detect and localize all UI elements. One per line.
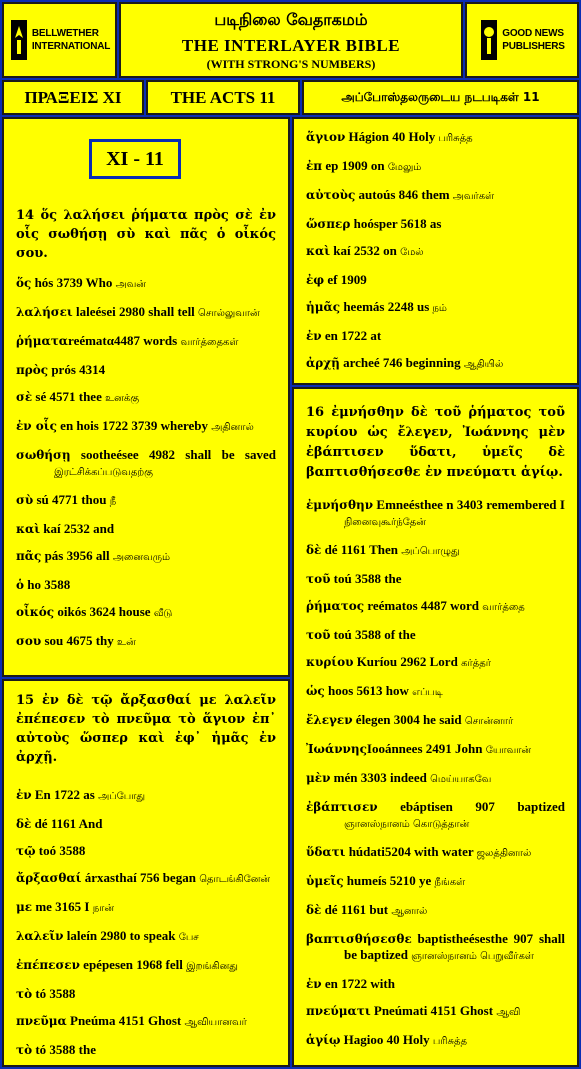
book-greek [2, 80, 144, 115]
transliteration-strong-gloss: en hois 1722 3739 whereby [56, 418, 212, 433]
transliteration-strong-gloss: toú 3588 of the [330, 627, 416, 642]
greek-word: τὸ [16, 987, 33, 1001]
greek-word: ἐν οἷς [16, 419, 57, 433]
transliteration-strong-gloss: epépesen 1968 fell [79, 957, 187, 972]
word-entry [306, 654, 565, 672]
transliteration-strong-gloss: sé 4571 thee [32, 389, 106, 404]
word-entry [16, 957, 276, 975]
title-box [119, 2, 463, 78]
greek-word: ἡμᾶς [306, 300, 341, 314]
transliteration-strong-gloss: me 3165 I [32, 899, 93, 914]
greek-word: ῥήματα [16, 334, 69, 348]
transliteration-strong-gloss: toó 3588 [35, 843, 86, 858]
greek-word: ὥσπερ [306, 217, 351, 231]
title-tamil: படிநிலை வேதாகமம் [214, 10, 368, 29]
transliteration-strong-gloss: ebáptisen 907 baptized [377, 799, 565, 814]
tamil-gloss: ஆவி [496, 1007, 521, 1018]
verse-14-text: 14 ὅς λαλήσει ῥήματα πρὸς σὲ ἐν οἷς σωθήσῃ σὺ καὶ πᾶς ὁ οἶκός σου. [16, 208, 276, 261]
word-entry [306, 1032, 565, 1050]
bellwether-logo [9, 18, 110, 62]
transliteration-strong-gloss: autoús 846 them [355, 187, 453, 202]
tamil-gloss: வீடு [153, 608, 173, 619]
transliteration-strong-gloss: heemás 2248 us [340, 299, 433, 314]
tamil-gloss: அப்போது [98, 791, 146, 802]
transliteration-strong-gloss: dé 1161 but [321, 902, 392, 917]
word-entry [306, 770, 565, 788]
left-logo-box [2, 2, 117, 78]
greek-word: σὲ [16, 390, 33, 404]
good-news-emblem-icon [479, 18, 499, 62]
greek-word: πνεύματι [306, 1004, 371, 1018]
greek-word: ἔλεγεν [306, 713, 353, 727]
word-entry [306, 627, 565, 643]
tamil-gloss: மேல் [400, 247, 424, 258]
word-entry [306, 683, 565, 701]
tamil-gloss: ஞானஸ்நானம் பெறுவீர்கள் [411, 951, 534, 962]
greek-word: δὲ [306, 903, 322, 917]
word-entry [306, 931, 565, 965]
greek-word: σου [16, 634, 42, 648]
verse-15-text: 15 ἐν δὲ τῷ ἄρξασθαί με λαλεῖν ἐπέπεσεν τὸ πνεῦμα τὸ ἅγιον ἐπ᾽ αὐτοὺς ὥσπερ καὶ ἐφ᾽ ἡμᾶς ἐν ἀρχῇ. [16, 693, 276, 765]
word-entry [16, 1042, 276, 1058]
greek-word: τοῦ [306, 628, 331, 642]
tamil-gloss: அவன் [115, 279, 146, 290]
greek-word: σὺ [16, 493, 34, 507]
tamil-gloss: சொல்லுவான் [198, 308, 260, 319]
verse-14-word-list [16, 275, 276, 651]
word-entry [16, 362, 276, 378]
greek-word: οἶκός [16, 605, 55, 619]
tamil-gloss: நினைவுகூர்ந்தேன் [344, 517, 426, 528]
chapter-label: XI - 11 [89, 139, 181, 179]
word-entry [16, 333, 276, 351]
greek-word: ἐπ [306, 159, 323, 173]
transliteration-strong-gloss: tó 3588 [32, 986, 76, 1001]
tamil-gloss: சொன்னார் [464, 716, 514, 727]
word-entry [16, 389, 276, 407]
transliteration-strong-gloss: kaí 2532 and [40, 521, 115, 536]
word-entry [306, 187, 565, 205]
word-entry [16, 521, 276, 537]
tamil-gloss: வார்த்தைகள் [180, 337, 239, 348]
transliteration-strong-gloss: élegen 3004 he said [352, 712, 465, 727]
greek-word: ἐν [306, 329, 322, 343]
word-entry [306, 272, 565, 288]
greek-word: αὐτοὺς [306, 188, 356, 202]
greek-word: ἐμνήσθην [306, 498, 374, 512]
greek-word: ἐφ [306, 273, 325, 287]
transliteration-strong-gloss: humeís 5210 ye [343, 873, 435, 888]
logo-line-2: PUBLISHERS [502, 41, 565, 52]
greek-word: ὁ [16, 578, 25, 592]
transliteration-strong-gloss: húdati5204 with water [345, 844, 477, 859]
transliteration-strong-gloss: sou 4675 thy [41, 633, 118, 648]
bellwether-emblem-icon [9, 18, 29, 62]
greek-word: ὡς [306, 684, 325, 698]
tamil-gloss: பேச [178, 932, 199, 943]
greek-word: κυρίου [306, 655, 354, 669]
transliteration-strong-gloss: Emneésthee n 3403 remembered I [373, 497, 565, 512]
word-entry [16, 928, 276, 946]
word-entry [306, 542, 565, 560]
word-entry [306, 712, 565, 730]
logo-line-1: GOOD NEWS [502, 28, 564, 39]
greek-word: ἐπέπεσεν [16, 958, 80, 972]
tamil-gloss: அனைவரும் [112, 552, 171, 563]
transliteration-strong-gloss: Iooánnees 2491 John [366, 741, 486, 756]
word-entry [306, 844, 565, 862]
logo-line-1: BELLWETHER [31, 28, 99, 39]
tamil-gloss: பரிசுத்த [438, 133, 473, 144]
transliteration-strong-gloss: oikós 3624 house [54, 604, 154, 619]
transliteration-strong-gloss: sootheésee 4982 shall be saved [70, 447, 276, 462]
tamil-gloss: நான் [92, 903, 115, 914]
transliteration-strong-gloss: toú 3588 the [330, 571, 402, 586]
greek-word: καὶ [306, 244, 331, 258]
word-entry [16, 577, 276, 593]
greek-word: πνεῦμα [16, 1014, 67, 1028]
greek-word: τοῦ [306, 572, 331, 586]
greek-word: δὲ [306, 543, 322, 557]
word-entry [306, 158, 565, 176]
tamil-gloss: யோவான் [485, 745, 532, 756]
verse-16-word-list [306, 497, 565, 1050]
tamil-gloss: தொடங்கினேன் [199, 874, 271, 885]
transliteration-strong-gloss: hós 3739 Who [31, 275, 116, 290]
greek-word: ἐν [306, 977, 322, 991]
panel-verse-15 [2, 679, 290, 1067]
transliteration-strong-gloss: pás 3956 all [41, 548, 113, 563]
greek-word: με [16, 900, 33, 914]
transliteration-strong-gloss: hoósper 5618 as [350, 216, 442, 231]
book-english-label: THE ACTS 11 [170, 87, 276, 107]
transliteration-strong-gloss: sú 4771 thou [33, 492, 110, 507]
word-entry [16, 816, 276, 832]
greek-word: Ἰωάννης [306, 742, 367, 756]
transliteration-strong-gloss: tó 3588 the [32, 1042, 96, 1057]
word-entry [306, 799, 565, 833]
tamil-gloss: ஆதியில் [463, 359, 504, 370]
greek-word: μὲν [306, 771, 331, 785]
book-tamil [302, 80, 579, 115]
greek-word: πᾶς [16, 549, 42, 563]
transliteration-strong-gloss: ep 1909 on [322, 158, 388, 173]
greek-word: τῷ [16, 844, 36, 858]
word-entry [16, 986, 276, 1002]
tamil-gloss: ஆவியானவர் [184, 1017, 247, 1028]
transliteration-strong-gloss: dé 1161 Then [321, 542, 402, 557]
book-english [146, 80, 300, 115]
greek-word: ὕδατι [306, 845, 346, 859]
word-entry [16, 843, 276, 859]
transliteration-strong-gloss: baptistheésesthe 907 shall be baptized [344, 931, 565, 962]
transliteration-strong-gloss: laleései 2980 shall tell [72, 304, 199, 319]
greek-word: πρὸς [16, 363, 49, 377]
greek-word: τὸ [16, 1043, 33, 1057]
word-entry [306, 873, 565, 891]
word-entry [306, 497, 565, 531]
word-entry [306, 902, 565, 920]
greek-word: ἅγιον [306, 130, 346, 144]
tamil-gloss: ஆனால் [391, 906, 428, 917]
tamil-gloss: இறங்கினது [186, 961, 238, 972]
transliteration-strong-gloss: Hágion 40 Holy [345, 129, 439, 144]
verse-15-word-list [16, 787, 276, 1058]
greek-word: λαλήσει [16, 305, 73, 319]
transliteration-strong-gloss: en 1722 with [321, 976, 395, 991]
word-entry [306, 1003, 565, 1021]
tamil-gloss: ஞானஸ்நானம் கொடுத்தான் [344, 819, 470, 830]
greek-word: ἐβάπτισεν [306, 800, 378, 814]
transliteration-strong-gloss: reématos 4487 word [364, 598, 483, 613]
tamil-gloss: கர்த்தர் [461, 658, 491, 669]
panel-verse-14 [2, 117, 290, 677]
word-entry [306, 355, 565, 373]
transliteration-strong-gloss: archeé 746 beginning [339, 355, 464, 370]
greek-word: σωθήσῃ [16, 448, 71, 462]
tamil-gloss: ஜலத்தினால் [476, 848, 532, 859]
good-news-logo [479, 18, 564, 62]
word-entry [306, 598, 565, 616]
greek-word: ἀρχῇ [306, 356, 340, 370]
greek-word: λαλεῖν [16, 929, 64, 943]
word-entry [16, 492, 276, 510]
tamil-gloss: உனக்கு [105, 393, 140, 404]
word-entry [306, 129, 565, 147]
transliteration-strong-gloss: En 1722 as [31, 787, 99, 802]
word-entry [16, 899, 276, 917]
transliteration-strong-gloss: prós 4314 [48, 362, 106, 377]
tamil-gloss: நீங்கள் [434, 877, 466, 888]
tamil-gloss: மெய்யாகவே [430, 774, 492, 785]
logo-line-2: INTERNATIONAL [31, 41, 111, 52]
word-entry [306, 741, 565, 759]
transliteration-strong-gloss: laleín 2980 to speak [63, 928, 179, 943]
transliteration-strong-gloss: ho 3588 [24, 577, 71, 592]
word-entry [16, 633, 276, 651]
tamil-gloss: அதினால் [211, 422, 254, 433]
right-logo-box [465, 2, 579, 78]
greek-word: ὅς [16, 276, 32, 290]
word-entry [16, 604, 276, 622]
word-entry [306, 328, 565, 344]
tamil-gloss: நம் [432, 303, 447, 314]
greek-word: ἐν [16, 788, 32, 802]
tamil-gloss: அவர்கள் [452, 191, 495, 202]
word-entry [16, 275, 276, 293]
greek-word: ἁγίῳ [306, 1033, 341, 1047]
transliteration-strong-gloss: árxasthaí 756 began [81, 870, 200, 885]
word-entry [16, 870, 276, 888]
transliteration-strong-gloss: Kuríou 2962 Lord [353, 654, 462, 669]
transliteration-strong-gloss: hoos 5613 how [324, 683, 413, 698]
greek-word: βαπτισθήσεσθε [306, 932, 412, 946]
word-entry [16, 447, 276, 481]
greek-word: ὑμεῖς [306, 874, 344, 888]
transliteration-strong-gloss: mén 3303 indeed [330, 770, 431, 785]
greek-word: ῥήματος [306, 599, 365, 613]
word-entry [306, 976, 565, 992]
word-entry [16, 787, 276, 805]
word-entry [306, 571, 565, 587]
tamil-gloss: வார்த்தை [482, 602, 525, 613]
transliteration-strong-gloss: Hagioo 40 Holy [340, 1032, 433, 1047]
transliteration-strong-gloss: ef 1909 [324, 272, 367, 287]
word-entry [16, 1013, 276, 1031]
verse-16-text: 16 ἐμνήσθην δὲ τοῦ ῥήματος τοῦ κυρίου ὡς ἔλεγεν, Ἰωάννης μὲν ἐβάπτισεν ὕδατι, ὑμεῖς δὲ βαπτισθήσεσθε ἐν πνεύματι ἁγίῳ. [306, 405, 565, 480]
title-english: THE INTERLAYER BIBLE [181, 36, 401, 55]
word-entry [16, 418, 276, 436]
transliteration-strong-gloss: dé 1161 And [31, 816, 103, 831]
tamil-gloss: இரட்சிக்கப்படுவதற்கு [54, 467, 154, 478]
transliteration-strong-gloss: Pneúmati 4151 Ghost [370, 1003, 497, 1018]
subtitle: (WITH STRONG'S NUMBERS) [206, 57, 376, 71]
tamil-gloss: மேலும் [387, 162, 422, 173]
panel-verse-16 [292, 387, 579, 1067]
tamil-gloss: உன் [117, 637, 136, 648]
verse-15-continued-word-list [306, 129, 565, 373]
word-entry [306, 243, 565, 261]
tamil-gloss: நீ [109, 496, 117, 507]
book-greek-label: ΠΡΑΞΕΙΣ XI [24, 87, 122, 107]
transliteration-strong-gloss: Pneúma 4151 Ghost [66, 1013, 185, 1028]
word-entry [16, 548, 276, 566]
book-tamil-label: அப்போஸ்தலருடைய நடபடிகள் 11 [341, 89, 540, 104]
tamil-gloss: அப்பொழுது [401, 546, 460, 557]
word-entry [306, 216, 565, 232]
greek-word: καὶ [16, 522, 41, 536]
transliteration-strong-gloss: en 1722 at [321, 328, 382, 343]
greek-word: δὲ [16, 817, 32, 831]
tamil-gloss: பரிசுத்த [432, 1036, 468, 1047]
word-entry [306, 299, 565, 317]
transliteration-strong-gloss: kaí 2532 on [330, 243, 401, 258]
greek-word: ἄρξασθαί [16, 871, 82, 885]
tamil-gloss: எப்படி [412, 687, 443, 698]
transliteration-strong-gloss: reématα4487 words [68, 333, 181, 348]
panel-verse-15-continued [292, 117, 579, 385]
word-entry [16, 304, 276, 322]
